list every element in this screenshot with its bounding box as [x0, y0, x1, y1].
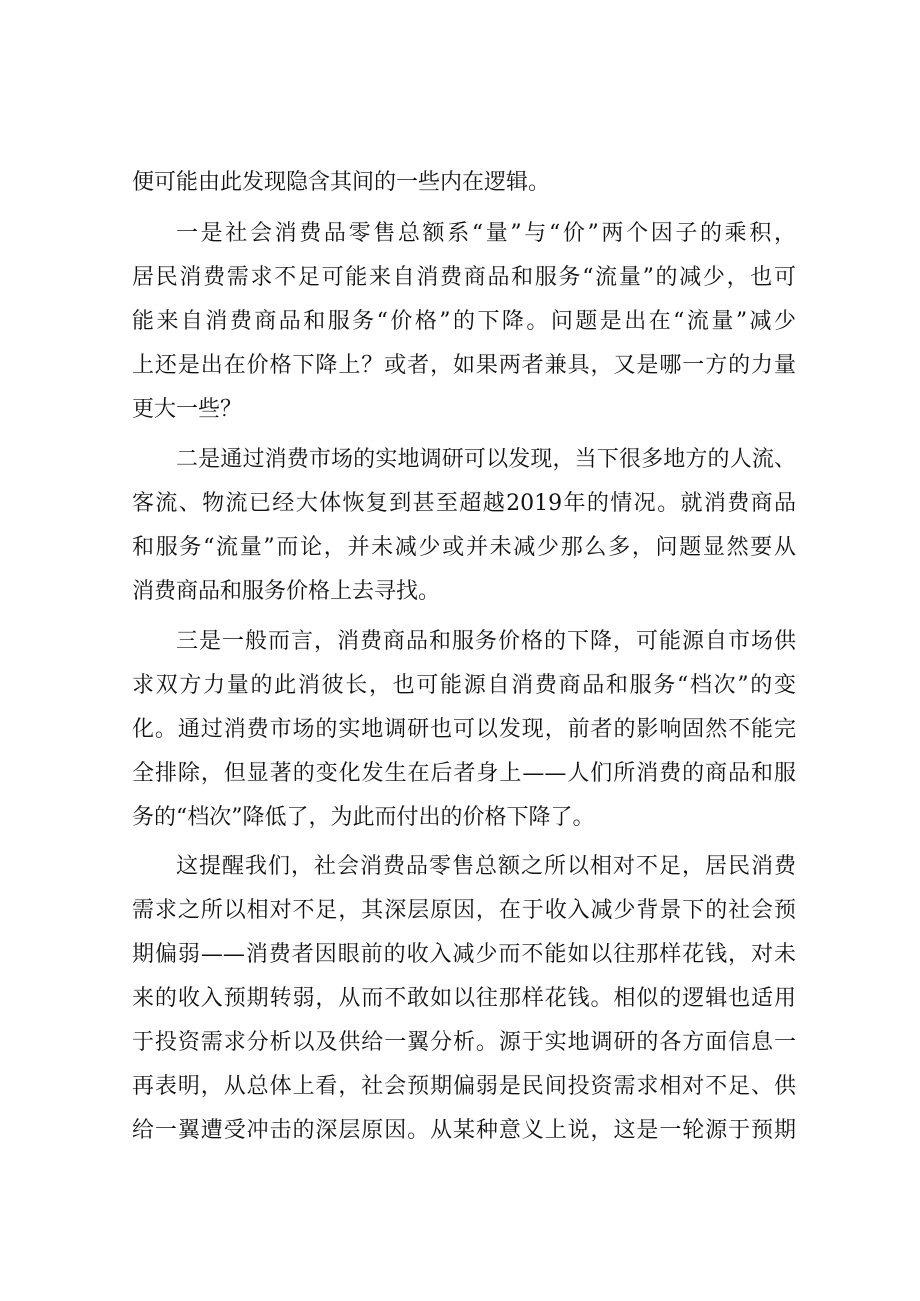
- text-line: 务的“档次”降低了，为此而付出的价格下降了。: [132, 805, 595, 830]
- text-line: 能来自消费商品和服务“价格”的下降。问题是出在“流量”减少: [132, 309, 796, 334]
- paragraph-first-line: 一是社会消费品零售总额系“量”与“价”两个因子的乘积，: [176, 221, 796, 246]
- text-line: 求双方力量的此消彼长，也可能源自消费商品和服务“档次”的变: [132, 673, 796, 698]
- text-line: 上还是出在价格下降上？或者，如果两者兼具，又是哪一方的力量: [132, 353, 796, 378]
- text-line: 期偏弱——消费者因眼前的收入减少而不能如以往那样花钱，对未: [132, 942, 796, 967]
- paragraph-first-line: 这提醒我们，社会消费品零售总额之所以相对不足，居民消费: [176, 854, 796, 879]
- text-line: 便可能由此发现隐含其间的一些内在逻辑。: [132, 170, 551, 195]
- text-line: 客流、物流已经大体恢复到甚至超越2019年的情况。就消费商品: [132, 491, 796, 516]
- text-line: 全排除，但显著的变化发生在后者身上——人们所消费的商品和服: [132, 761, 796, 786]
- paragraph-first-line: 二是通过消费市场的实地调研可以发现，当下很多地方的人流、: [176, 447, 796, 472]
- text-line: 消费商品和服务价格上去寻找。: [132, 579, 441, 604]
- text-line: 和服务“流量”而论，并未减少或并未减少那么多，问题显然要从: [132, 535, 796, 560]
- paragraph-first-line: 三是一般而言，消费商品和服务价格的下降，可能源自市场供: [176, 629, 796, 654]
- text-line: 更大一些？: [132, 397, 243, 422]
- text-line: 再表明，从总体上看，社会预期偏弱是民间投资需求相对不足、供: [132, 1074, 796, 1099]
- text-line: 于投资需求分析以及供给一翼分析。源于实地调研的各方面信息一: [132, 1030, 796, 1055]
- text-line: 化。通过消费市场的实地调研也可以发现，前者的影响固然不能完: [132, 717, 796, 742]
- text-line: 来的收入预期转弱，从而不敢如以往那样花钱。相似的逻辑也适用: [132, 986, 796, 1011]
- text-line: 给一翼遭受冲击的深层原因。从某种意义上说，这是一轮源于预期: [132, 1118, 796, 1143]
- text-line: 居民消费需求不足可能来自消费商品和服务“流量”的减少，也可: [132, 265, 796, 290]
- text-line: 需求之所以相对不足，其深层原因，在于收入减少背景下的社会预: [132, 898, 796, 923]
